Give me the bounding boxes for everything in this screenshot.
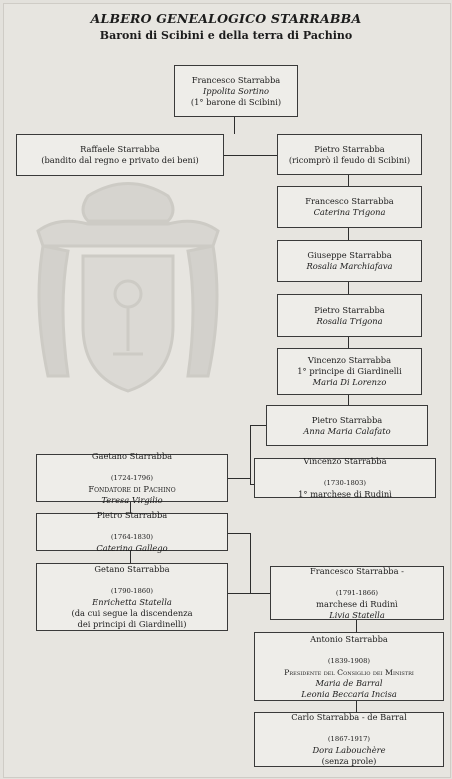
person-box-vincenzo-2 — [254, 458, 436, 498]
person-title: Presidente del Consiglio dei Ministri — [284, 667, 414, 677]
spouse-name: Ippolita Sortino — [202, 85, 270, 96]
person-note: dei principi di Giardinelli) — [77, 619, 187, 629]
connector-line — [234, 117, 235, 134]
person-name: Francesco Starrabba — [191, 74, 281, 85]
person-name: Getano Starrabba — [94, 564, 170, 574]
person-note: (ricomprò il feudo di Scibini) — [288, 154, 411, 165]
person-title: 1° principe di Giardinelli — [297, 366, 402, 376]
diagram-subtitle: Baroni di Scibini e della terra di Pachino — [99, 29, 353, 42]
person-name: Carlo Starrabba - de Barral — [291, 712, 407, 722]
spouse-name: Rosalia Trigona — [316, 315, 383, 326]
person-box-pietro-2 — [277, 294, 422, 337]
spouse-name: Teresa Virgilio — [101, 494, 163, 505]
spouse-name: Livia Statella — [329, 609, 385, 620]
person-note: (bandito dal regno e privato dei beni) — [41, 155, 199, 165]
spouse-name: Enrichetta Statella — [92, 597, 172, 607]
person-name: Pietro Starrabba — [96, 510, 168, 520]
spouse-name: Maria de Barral — [315, 677, 383, 688]
person-box-pietro-3 — [266, 405, 428, 446]
person-box-vincenzo-1 — [277, 348, 422, 395]
spouse-name: Caterina Gallego — [96, 543, 168, 553]
person-years: (1724-1796) — [110, 473, 154, 482]
spouse-name: Anna Maria Calafato — [303, 425, 391, 436]
person-box-pietro-4 — [36, 510, 228, 553]
person-box-francesco-2 — [277, 186, 422, 228]
connector-line — [250, 425, 251, 485]
connector-line — [348, 337, 349, 348]
person-name: Antonio Starrabba — [310, 633, 388, 644]
person-name: Pietro Starrabba — [311, 414, 383, 425]
person-box-pietro-1 — [277, 134, 422, 175]
connector-line — [348, 175, 349, 186]
person-box-francesco-1 — [174, 65, 298, 117]
connector-line — [348, 282, 349, 294]
person-name: Francesco Starrabba — [305, 196, 394, 206]
person-box-raffaele — [16, 134, 224, 176]
person-title: Fondatore di Pachino — [88, 483, 176, 494]
person-years: (1867-1917) — [327, 735, 371, 743]
spouse-name: Dora Labouchère — [312, 745, 386, 755]
family-crest-watermark — [28, 176, 228, 406]
person-name: Vincenzo Starrabba — [307, 355, 392, 365]
person-note: (da cui segue la discendenza — [71, 608, 193, 618]
spouse-name: Maria Di Lorenzo — [312, 377, 387, 387]
person-name: Vincenzo Starrabba — [303, 456, 387, 466]
diagram-title: ALBERO GENEALOGICO STARRABBA — [90, 11, 362, 26]
connector-line — [228, 593, 270, 594]
person-years: (1730-1803) — [323, 479, 367, 487]
person-years: (1764-1830) — [110, 533, 154, 541]
person-name: Giuseppe Starrabba — [307, 250, 392, 260]
person-name: Pietro Starrabba — [314, 304, 385, 315]
person-title: 1° marchese di Rudinì — [298, 489, 392, 499]
person-box-antonio — [254, 632, 444, 701]
person-name: Pietro Starrabba — [314, 143, 385, 154]
person-name: Gaetano Starrabba — [91, 450, 173, 461]
person-years: (1790-1860) — [110, 587, 154, 595]
person-box-giuseppe — [277, 240, 422, 282]
connector-line — [228, 533, 250, 534]
connector-line — [224, 155, 277, 156]
connector-line — [348, 395, 349, 405]
person-years: (1791-1866) — [335, 588, 379, 597]
person-note: (1° barone di Scibini) — [190, 96, 282, 107]
person-box-francesco-3 — [270, 566, 444, 620]
connector-line — [250, 425, 266, 426]
person-note: (senza prole) — [321, 756, 377, 766]
person-box-carlo — [254, 712, 444, 767]
connector-line — [348, 228, 349, 240]
spouse-name: Leonia Beccaria Incisa — [301, 688, 397, 699]
person-title: marchese di Rudinì — [316, 598, 398, 609]
connector-line — [356, 620, 357, 632]
person-box-gaetano — [36, 450, 228, 505]
spouse-name: Rosalia Marchiafava — [306, 261, 393, 271]
connector-line — [228, 478, 250, 479]
person-box-getano — [36, 563, 228, 631]
spouse-name: Caterina Trigona — [313, 207, 386, 217]
connector-line — [356, 701, 357, 712]
connector-line — [250, 533, 251, 593]
person-years: (1839-1908) — [327, 656, 371, 665]
person-name: Raffaele Starrabba — [80, 144, 160, 154]
person-name: Francesco Starrabba - — [310, 565, 404, 576]
